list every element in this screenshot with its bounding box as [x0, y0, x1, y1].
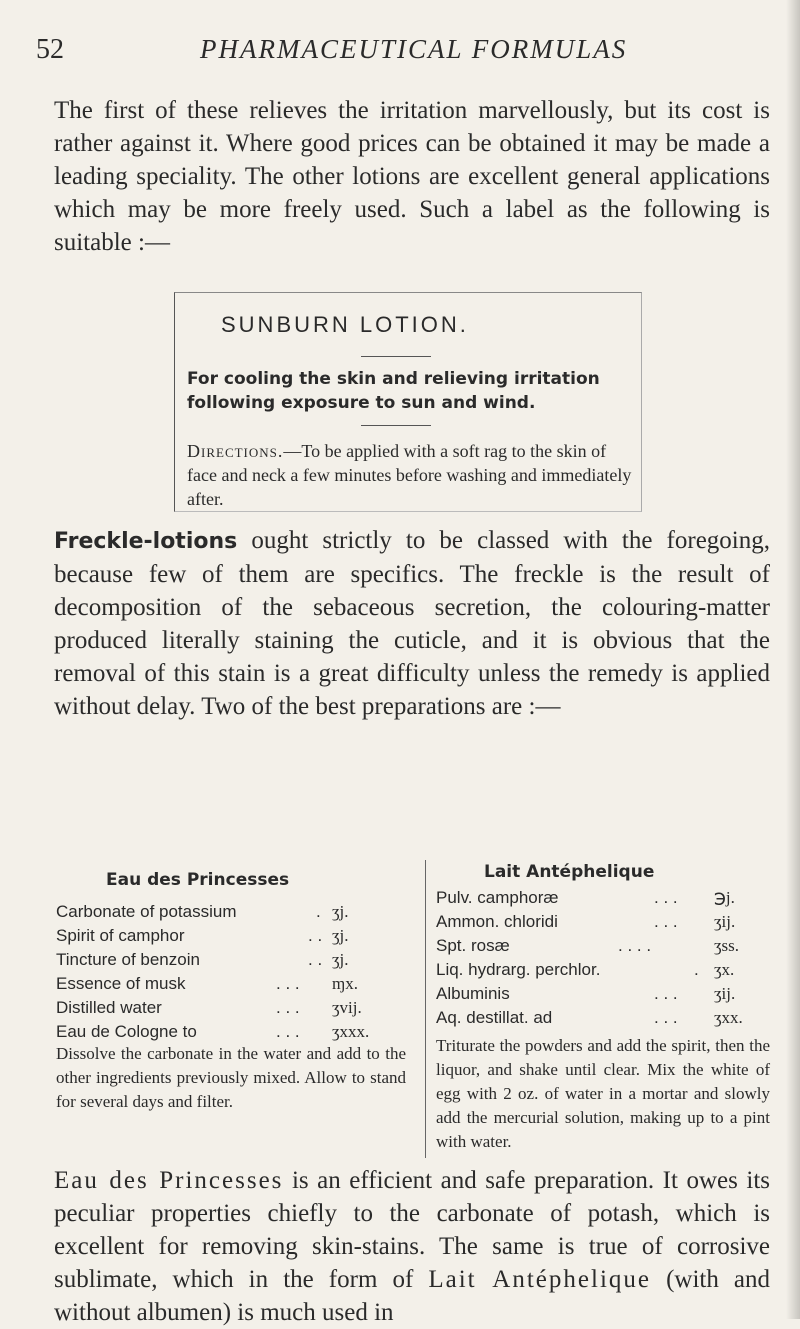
recipe-right-row	[436, 912, 766, 936]
ingredient-name: Pulv. camphoræ	[436, 888, 559, 907]
leader-dots: . . .	[654, 984, 678, 1003]
ingredient-name: Eau de Cologne to	[56, 1022, 197, 1041]
ingredient-qty: ʒss.	[714, 936, 740, 955]
ingredient-name: Aq. destillat. ad	[436, 1008, 553, 1027]
recipe-right-row	[436, 960, 766, 984]
recipe-right-note: Triturate the powders and add the spirit, then the liquor, and shake until clear. Mix the white of egg with 2 oz. of water in a mortar and slowly add the mercurial solution, making up to a pint with water.	[436, 1036, 770, 1151]
label-subtitle: For cooling the skin and relieving irritation following exposure to sun and wind.	[187, 369, 600, 413]
label-title: SUNBURN LOTION.	[221, 312, 469, 337]
recipe-right-row	[436, 984, 766, 1008]
closing-text-2: (with and without albumen) is much used in	[54, 1266, 770, 1326]
leader-dots: . . .	[276, 974, 300, 993]
leader-dots: . . .	[654, 912, 678, 931]
recipe-right-row	[436, 888, 766, 912]
ingredient-qty: ɱx.	[332, 974, 358, 993]
ingredient-name: Carbonate of potassium	[56, 902, 237, 921]
leader-dots: . . .	[276, 1022, 300, 1041]
closing-name-eau: Eau des Princesses	[54, 1167, 284, 1194]
leader-dots: . . . .	[618, 936, 652, 955]
ingredient-qty: ʒj.	[332, 950, 349, 969]
ingredient-qty: ʒj.	[332, 902, 349, 921]
leader-dots: . . .	[276, 998, 300, 1017]
intro-paragraph: The first of these relieves the irritation marvellously, but its cost is rather against it. Where good prices can be obtained it may be made a leading speciality. The other lotions are excellent general applications which may be more freely used. Such a label as the following is suitable :—	[54, 97, 770, 256]
recipe-left-row	[56, 902, 376, 926]
page-number: 52	[36, 34, 64, 65]
ingredient-name: Albuminis	[436, 984, 510, 1003]
recipe-right-row	[436, 936, 766, 960]
label-divider-top	[361, 356, 431, 357]
label-directions	[187, 439, 633, 511]
ingredient-name: Ammon. chloridi	[436, 912, 558, 931]
ingredient-qty: ʒxx.	[714, 1008, 743, 1027]
sunburn-label-box	[174, 292, 642, 512]
recipe-left-row	[56, 926, 376, 950]
label-divider-bottom	[361, 425, 431, 426]
leader-dots: . . .	[654, 1008, 678, 1027]
page-edge-shadow	[786, 0, 800, 1319]
recipe-left-note: Dissolve the carbonate in the water and add to the other ingredients previously mixed. Allow to stand for several days and filter.	[56, 1044, 406, 1111]
recipe-right-list	[436, 888, 766, 1032]
ingredient-qty: ʒj.	[332, 926, 349, 945]
ingredient-name: Tincture of benzoin	[56, 950, 200, 969]
closing-name-lait: Lait Antéphelique	[428, 1266, 651, 1293]
recipe-left-row	[56, 998, 376, 1022]
ingredient-qty: ʒij.	[714, 912, 736, 931]
directions-text: —To be applied with a soft rag to the skin of face and neck a few minutes before washing and immediately after.	[187, 441, 632, 509]
ingredient-name: Spirit of camphor	[56, 926, 185, 945]
ingredient-qty: ʒij.	[714, 984, 736, 1003]
ingredient-name: Distilled water	[56, 998, 162, 1017]
freckle-text: ought strictly to be classed with the foregoing, because few of them are specifics. The freckle is the result of decomposition of the sebaceous secretion, the colouring-matter produced literally staining the cuticle, and it is obvious that the removal of this stain is a great difficulty unless the remedy is applied without delay. Two of the best preparations are :—	[54, 527, 770, 720]
recipe-right-row	[436, 1008, 766, 1032]
recipe-left-list	[56, 902, 376, 1046]
closing-paragraph	[54, 1164, 770, 1329]
running-title: PHARMACEUTICAL FORMULAS	[200, 34, 628, 64]
ingredient-qty: ʒxxx.	[332, 1022, 370, 1041]
freckle-lead: Freckle-lotions	[54, 529, 238, 554]
ingredient-name: Spt. rosæ	[436, 936, 510, 955]
freckle-paragraph	[54, 524, 770, 723]
recipe-left-row	[56, 974, 376, 998]
leader-dots: . .	[308, 950, 323, 969]
ingredient-qty: ʒvij.	[332, 998, 362, 1017]
ingredient-name: Essence of musk	[56, 974, 186, 993]
ingredient-qty: ʒx.	[714, 960, 735, 979]
column-divider	[425, 860, 426, 1158]
recipe-left-row	[56, 950, 376, 974]
closing-text-1: is an efficient and safe preparation. It owes its peculiar properties chiefly to the carbonate of potash, which is excellent for removing skin-stains. The same is true of corrosive sublimate, which in the form of	[54, 1167, 771, 1293]
leader-dots: .	[316, 902, 321, 921]
directions-heading: Directions.	[187, 441, 284, 461]
leader-dots: .	[694, 960, 699, 979]
recipe-right-heading: Lait Antéphelique	[484, 862, 655, 882]
leader-dots: . . .	[654, 888, 678, 907]
leader-dots: . .	[308, 926, 323, 945]
recipe-left-heading: Eau des Princesses	[106, 870, 290, 890]
ingredient-qty: ℈j.	[714, 888, 735, 907]
ingredient-name: Liq. hydrarg. perchlor.	[436, 960, 601, 979]
